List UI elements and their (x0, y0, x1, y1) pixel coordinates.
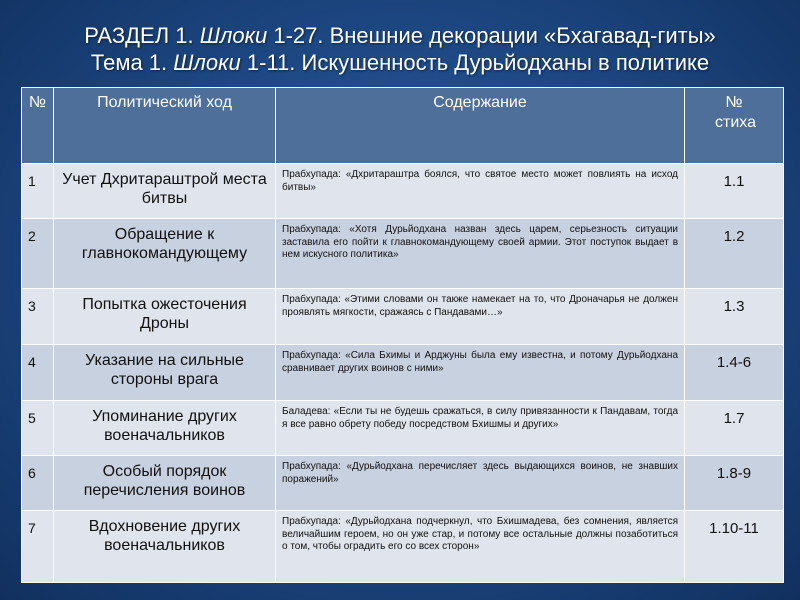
row-verse: 1.2 (685, 219, 784, 289)
row-verse: 1.4-6 (685, 345, 784, 401)
row-num: 6 (22, 456, 54, 511)
table-row (22, 289, 784, 345)
row-content: Прабхупада: «Сила Бхимы и Арджуны была ему известна, и потому Дурьйодхана сравнивает других воинов с ними» (276, 345, 685, 401)
row-verse: 1.1 (685, 164, 784, 219)
row-num: 3 (22, 289, 54, 345)
title-line-1: РАЗДЕЛ 1. Шлоки 1-27. Внешние декорации «Бхагавад-гиты» (84, 23, 716, 48)
row-verse: 1.7 (685, 401, 784, 456)
row-num: 4 (22, 345, 54, 401)
row-content: Баладева: «Если ты не будешь сражаться, в силу привязанности к Пандавам, тогда я все равно обрету победу посредством Бхишмы и других» (276, 401, 685, 456)
row-move: Попытка ожесточения Дроны (54, 289, 276, 345)
row-move: Вдохновение других военачальников (54, 511, 276, 583)
table-row (22, 401, 784, 456)
slide-title (0, 22, 800, 76)
row-num: 1 (22, 164, 54, 219)
row-verse: 1.3 (685, 289, 784, 345)
row-move: Особый порядок перечисления воинов (54, 456, 276, 511)
header-move: Политический ход (54, 88, 276, 164)
politics-table (21, 87, 784, 583)
row-content: Прабхупада: «Дхритараштра боялся, что святое место может повлиять на исход битвы» (276, 164, 685, 219)
table-row (22, 164, 784, 219)
row-verse: 1.8-9 (685, 456, 784, 511)
row-content: Прабхупада: «Этими словами он также намекает на то, что Дроначарья не должен проявлять мягкости, сражаясь с Пандавами…» (276, 289, 685, 345)
table-header-row (22, 88, 784, 164)
row-content: Прабхупада: «Дурьйодхана подчеркнул, что Бхишмадева, без сомнения, является величайшим героем, но он уже стар, и потому все остальные должны позаботиться о том, чтобы оградить его со всех сторон» (276, 511, 685, 583)
table-row (22, 511, 784, 583)
row-verse: 1.10-11 (685, 511, 784, 583)
table-row (22, 456, 784, 511)
header-num: № (22, 88, 54, 164)
row-move: Учет Дхритараштрой места битвы (54, 164, 276, 219)
row-num: 7 (22, 511, 54, 583)
row-num: 5 (22, 401, 54, 456)
row-num: 2 (22, 219, 54, 289)
row-move: Обращение к главнокомандующему (54, 219, 276, 289)
row-content: Прабхупада: «Хотя Дурьйодхана назван здесь царем, серьезность ситуации заставила его пойти к главнокомандующему своей армии. Этот поступок выдает в нем искусного политика» (276, 219, 685, 289)
row-move: Упоминание других военачальников (54, 401, 276, 456)
table-row (22, 345, 784, 401)
row-move: Указание на сильные стороны врага (54, 345, 276, 401)
header-content: Содержание (276, 88, 685, 164)
table-row (22, 219, 784, 289)
header-verse: № стиха (685, 88, 784, 164)
row-content: Прабхупада: «Дурьйодхана перечисляет здесь выдающихся воинов, не знавших поражений» (276, 456, 685, 511)
title-line-2: Тема 1. Шлоки 1-11. Искушенность Дурьйодханы в политике (90, 50, 710, 75)
